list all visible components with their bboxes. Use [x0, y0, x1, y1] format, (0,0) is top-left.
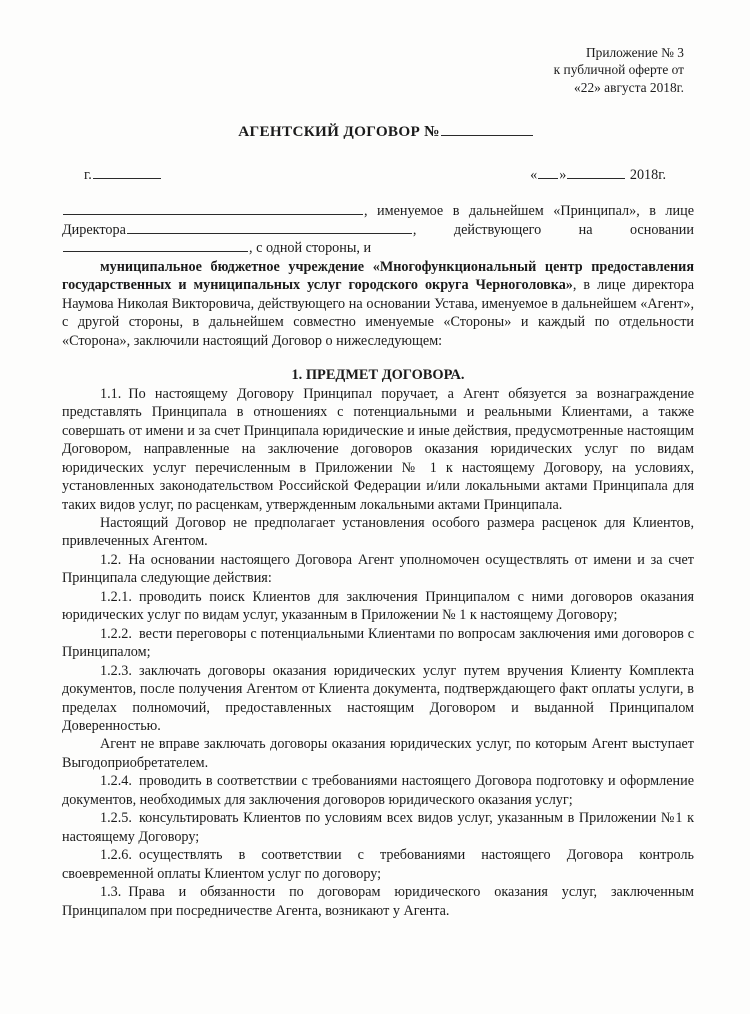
principal-clause-c: , с одной стороны, и [249, 240, 372, 257]
principal-clause-a: , именуемое в дальнейшем «Принципал», в лице [364, 203, 694, 220]
director-name-blank [127, 221, 412, 234]
header-line-offer: к публичной оферте от [553, 62, 684, 78]
agent-organization-name: муниципальное бюджетное учреждение «Многофункциональный центр предоставления государственных и муниципальных услуг городского округа Черноголовка» [62, 258, 694, 294]
clause-1-2-3 [62, 662, 694, 736]
principal-clause-b: , действующего на основании [412, 221, 694, 238]
clause-1-3-number: 1.3. [100, 884, 122, 901]
principal-role-label: Директора [62, 221, 126, 238]
principal-paragraph [62, 202, 694, 257]
clause-1-1 [62, 385, 694, 514]
clause-1-2-4 [62, 772, 694, 809]
clause-1-2-3-note-text: Агент не вправе заключать договоры оказания юридических услуг, по которым Агент выступает Выгодоприобретателем. [62, 736, 694, 771]
quote-close: » [559, 167, 567, 184]
header-line-date: «22» августа 2018г. [574, 79, 684, 95]
clause-1-2-5-number: 1.2.5. [100, 810, 132, 827]
clause-1-2-5 [62, 809, 694, 846]
clause-1-2-6 [62, 846, 694, 883]
parties-block [62, 202, 694, 350]
city-prefix: г. [84, 167, 92, 184]
clause-1-1-note [62, 514, 694, 551]
clause-1-2-1-text: проводить поиск Клиентов для заключения Принципалом с ними договоров оказания юридических услуг по видам услуг, указанным в Приложении № 1 к настоящему Договору; [62, 588, 694, 624]
clause-1-2-4-number: 1.2.4. [100, 773, 132, 790]
clause-1-2 [62, 551, 694, 588]
clause-1-2-3-text: заключать договоры оказания юридических услуг путем вручения Клиенту Комплекта документов, после получения Агентом от Клиента документа, подтверждающего факт оплаты услуги, в пределах полномочий, предоставленных настоящим Договором и выданной Принципалом Доверенностью. [62, 662, 694, 734]
clause-1-2-2-number: 1.2.2. [100, 625, 132, 642]
contract-number-blank [441, 123, 533, 136]
document-header [62, 44, 684, 96]
clause-1-2-text: На основании настоящего Договора Агент уполномочен осуществлять от имени и за счет Принципала следующие действия: [62, 551, 694, 587]
clause-1-2-6-text: осуществлять в соответствии с требованиями настоящего Договора контроль своевременной оплаты Клиентом услуг по договору; [62, 847, 694, 882]
clause-1-2-3-note [62, 735, 694, 772]
clause-1-1-text: По настоящему Договору Принципал поручает, а Агент обязуется за вознаграждение представлять Принципала в отношениях с потенциальными и реальными Клиентами, а также совершать от имени и за счет Принципала юридические и иные действия, предусмотренные настоящим Договором, направленные на заключение договоров оказания юридических услуг по видам юридических услуг перечисленным в Приложении № 1 к настоящему Договору, на условиях, установленных законодательством Российской Федерации и/или локальными актами Принципала для таких видов услуг, по расценкам, утвержденным локальными актами Принципала. [62, 385, 694, 513]
header-line-appendix: Приложение № 3 [585, 45, 684, 60]
section-1-heading: 1. ПРЕДМЕТ ДОГОВОРА. [291, 367, 465, 384]
city-field [84, 166, 162, 184]
clause-1-2-1 [62, 588, 694, 625]
quote-open: « [530, 167, 538, 184]
clause-1-2-3-number: 1.2.3. [100, 662, 132, 679]
clause-1-2-2-text: вести переговоры с потенциальными Клиентами по вопросам заключения ими договоров с Принципалом; [62, 625, 694, 661]
clause-1-2-6-number: 1.2.6. [100, 847, 132, 864]
clause-1-2-5-text: консультировать Клиентов по условиям всех видов услуг, указанным в Приложении №1 к настоящему Договору; [62, 810, 694, 845]
page-title-text: АГЕНТСКИЙ ДОГОВОР № [238, 123, 440, 141]
clause-1-3-text: Права и обязанности по договорам юридического оказания услуг, заключенным Принципалом при посредничестве Агента, возникают у Агента. [62, 884, 694, 919]
year-text: 2018г. [629, 167, 666, 184]
clause-1-1-number: 1.1. [100, 385, 122, 402]
day-blank [538, 166, 558, 179]
clause-1-2-1-number: 1.2.1. [100, 588, 132, 605]
clause-1-2-4-text: проводить в соответствии с требованиями настоящего Договора подготовку и оформление документов, необходимых для заключения договоров юридического оказания услуг; [62, 773, 694, 808]
section-1-body [62, 385, 694, 920]
basis-blank [63, 240, 248, 253]
clause-1-2-2 [62, 625, 694, 662]
date-field [530, 166, 666, 184]
clause-1-3 [62, 883, 694, 920]
page-title [62, 122, 694, 142]
month-blank [567, 166, 625, 179]
clause-1-2-number: 1.2. [100, 551, 122, 568]
city-date-row [62, 166, 694, 184]
agent-clause-rest: , в лице директора Наумова Николая Викторовича, действующего на основании Устава, именуемое в дальнейшем «Агент», с другой стороны, в дальнейшем совместно именуемые «Стороны» и каждый по отдельности «Сторона», заключили настоящий Договор о нижеследующем: [62, 277, 694, 349]
city-blank [93, 166, 161, 179]
principal-name-blank [63, 203, 363, 216]
clause-1-1-note-text: Настоящий Договор не предполагает установления особого размера расценок для Клиентов, привлеченных Агентом. [62, 514, 694, 550]
agent-paragraph [62, 258, 694, 350]
